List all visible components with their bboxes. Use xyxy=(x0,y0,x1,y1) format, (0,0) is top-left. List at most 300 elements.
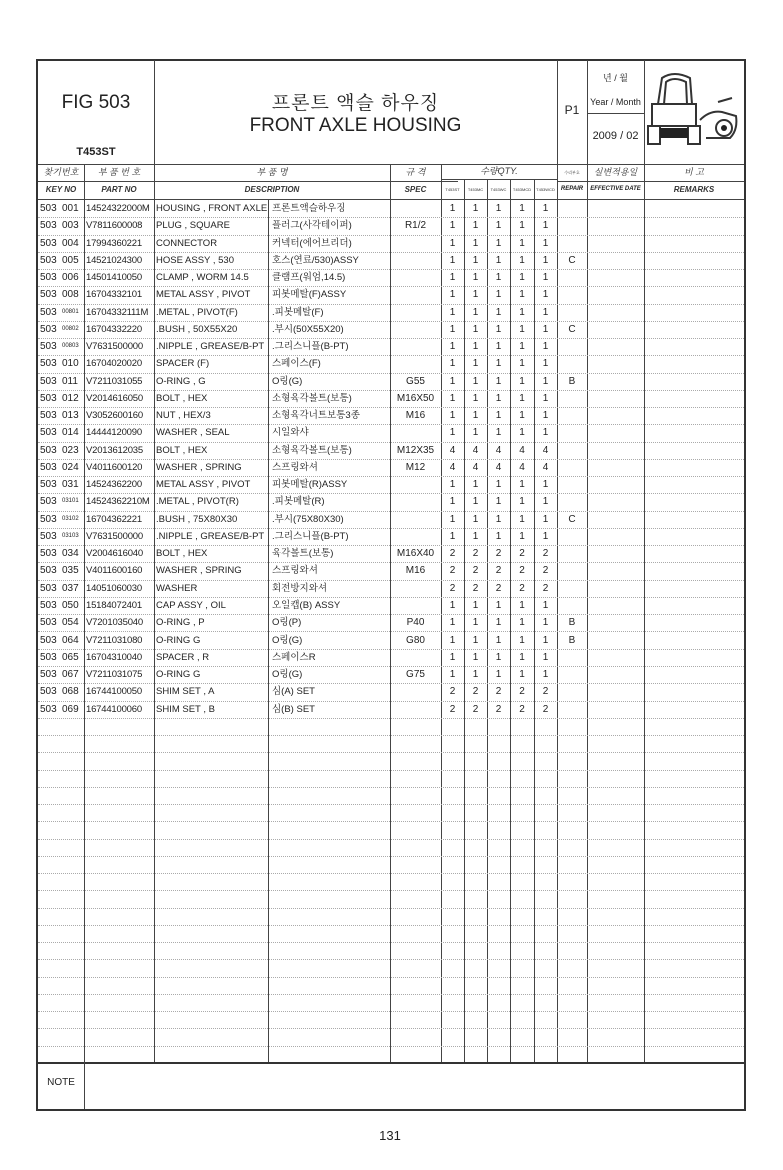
row-rule xyxy=(38,873,744,874)
part-no: 16704332111M xyxy=(86,306,149,318)
row-rule xyxy=(38,856,744,857)
part-no: 14444120090 xyxy=(86,427,142,439)
quantity: 1 xyxy=(519,341,525,353)
quantity: 1 xyxy=(495,358,502,370)
quantity: 4 xyxy=(542,444,549,456)
key-no-fig: 503 xyxy=(40,530,57,542)
table-row xyxy=(0,649,783,666)
quantity: 1 xyxy=(495,306,502,318)
description-korean: O링(G) xyxy=(272,375,303,387)
quantity: 1 xyxy=(495,220,502,232)
part-no: V7631500000 xyxy=(86,341,143,353)
description-korean: 호스(연료/530)ASSY xyxy=(272,254,359,266)
quantity: 1 xyxy=(449,651,456,663)
row-rule xyxy=(38,1028,744,1029)
description: O-RING , G xyxy=(156,375,206,387)
quantity: 2 xyxy=(472,686,479,698)
quantity: 1 xyxy=(495,410,502,422)
part-no: 16704362221 xyxy=(86,513,142,525)
key-no-fig: 503 xyxy=(40,582,57,594)
col-qty-ko: 수량QTY. xyxy=(480,166,518,176)
row-rule xyxy=(38,752,744,753)
row-rule xyxy=(38,787,744,788)
key-no-item: 00801 xyxy=(62,308,79,315)
description-korean: 소형육각볼트(보통) xyxy=(272,444,352,456)
quantity: 1 xyxy=(495,427,502,439)
repair-code: B xyxy=(568,634,576,646)
quantity: 1 xyxy=(519,479,525,491)
row-rule xyxy=(38,942,744,943)
row-rule xyxy=(38,994,744,995)
row-rule xyxy=(38,804,744,805)
quantity: 1 xyxy=(542,410,549,422)
row-rule xyxy=(38,925,744,926)
key-no-item: 008 xyxy=(62,289,79,301)
table-row xyxy=(0,217,783,234)
quantity: 1 xyxy=(495,289,502,301)
quantity: 1 xyxy=(542,669,549,681)
page-code: P1 xyxy=(564,103,580,117)
key-no-item: 003 xyxy=(62,220,79,232)
quantity: 1 xyxy=(542,220,549,232)
table-row xyxy=(0,373,783,390)
quantity: 1 xyxy=(449,375,456,387)
quantity: 1 xyxy=(519,375,525,387)
quantity: 1 xyxy=(472,306,479,318)
key-no-item: 014 xyxy=(62,427,79,439)
description: SPACER (F) xyxy=(156,358,210,370)
key-no-item: 005 xyxy=(62,254,79,266)
col-spec-header: SPEC xyxy=(404,185,427,194)
table-row xyxy=(0,511,783,528)
quantity: 1 xyxy=(519,220,525,232)
key-no-item: 031 xyxy=(62,479,79,491)
description: SHIM SET , B xyxy=(156,703,215,715)
description: .NIPPLE , GREASE/B-PT xyxy=(156,341,265,353)
col-remarks-ko: 비 고 xyxy=(684,167,704,177)
description-korean: 소형육각볼트(보통) xyxy=(272,392,352,404)
quantity: 4 xyxy=(519,461,525,473)
part-no: V7811600008 xyxy=(86,220,143,232)
row-rule xyxy=(38,977,744,978)
description-korean: O링(G) xyxy=(272,634,303,646)
quantity: 1 xyxy=(472,237,479,249)
part-no: 14524362210M xyxy=(86,496,150,508)
part-no: 16704332101 xyxy=(86,289,142,301)
col-qty-model-4: T453MCD xyxy=(512,187,532,192)
repair-code: B xyxy=(568,375,576,387)
quantity: 1 xyxy=(519,237,525,249)
col-qty-model-5: T453WCD xyxy=(536,187,555,192)
key-no-fig: 503 xyxy=(40,272,57,284)
quantity: 1 xyxy=(472,530,479,542)
key-no-item: 013 xyxy=(62,410,79,422)
description-korean: 피봇메탈(R)ASSY xyxy=(272,479,348,491)
part-no: V3052600160 xyxy=(86,410,143,422)
description: SPACER , R xyxy=(156,651,210,663)
quantity: 1 xyxy=(495,254,502,266)
quantity: 1 xyxy=(495,599,502,611)
quantity: 1 xyxy=(495,341,502,353)
quantity: 1 xyxy=(472,203,479,214)
quantity: 1 xyxy=(495,272,502,284)
col-key-ko: 찾기번호 xyxy=(43,167,79,177)
quantity: 2 xyxy=(519,582,525,594)
quantity: 1 xyxy=(519,651,525,663)
description: METAL ASSY , PIVOT xyxy=(156,289,251,301)
description: CONNECTOR xyxy=(156,237,218,249)
description-korean: 시일와샤 xyxy=(272,427,309,439)
description-korean: 스페이스(F) xyxy=(272,358,321,370)
quantity: 1 xyxy=(472,289,479,301)
note-label: NOTE xyxy=(47,1077,75,1088)
quantity: 4 xyxy=(495,444,502,456)
note-divider-v xyxy=(84,1062,85,1109)
description: CLAMP , WORM 14.5 xyxy=(156,272,249,284)
quantity: 1 xyxy=(449,289,456,301)
quantity: 1 xyxy=(495,496,502,508)
quantity: 1 xyxy=(449,392,456,404)
tractor-illustration xyxy=(646,64,742,160)
description-korean: .그리스니플(B-PT) xyxy=(272,530,349,542)
key-no-item: 004 xyxy=(62,237,79,249)
description-korean: .피봇메탈(R) xyxy=(272,496,325,508)
part-no: 14051060030 xyxy=(86,582,142,594)
quantity: 1 xyxy=(542,530,549,542)
key-no-fig: 503 xyxy=(40,669,57,681)
page-title: FRONT AXLE HOUSING xyxy=(249,115,462,136)
table-row xyxy=(0,476,783,493)
part-no: 15184072401 xyxy=(86,599,142,611)
key-no-item: 050 xyxy=(62,599,79,611)
quantity: 2 xyxy=(542,565,549,577)
key-no-item: 068 xyxy=(62,686,79,698)
year-month-label: Year / Month xyxy=(590,97,641,107)
quantity: 1 xyxy=(542,617,549,629)
quantity: 1 xyxy=(519,203,525,214)
repair-code: C xyxy=(568,323,576,335)
spec: M16 xyxy=(405,410,426,422)
description: O-RING G xyxy=(156,634,201,646)
description-korean: 회전방지와셔 xyxy=(272,582,328,594)
quantity: 1 xyxy=(449,220,456,232)
spec: M16X50 xyxy=(396,392,435,404)
quantity: 1 xyxy=(495,513,502,525)
quantity: 2 xyxy=(449,703,456,715)
key-no-fig: 503 xyxy=(40,289,57,301)
quantity: 1 xyxy=(495,203,502,214)
quantity: 1 xyxy=(472,479,479,491)
table-row xyxy=(0,321,783,338)
quantity: 1 xyxy=(449,306,456,318)
part-no: 14521024300 xyxy=(86,254,142,266)
quantity: 4 xyxy=(449,461,456,473)
description-korean: 심(B) SET xyxy=(272,703,315,715)
quantity: 1 xyxy=(495,392,502,404)
table-row xyxy=(0,304,783,321)
row-rule xyxy=(38,770,744,771)
quantity: 4 xyxy=(519,444,525,456)
description-korean: .부시(75X80X30) xyxy=(272,513,344,525)
model-code: T453ST xyxy=(76,146,116,158)
quantity: 1 xyxy=(495,651,502,663)
key-no-item: 006 xyxy=(62,272,79,284)
col-part-ko: 부 품 번 호 xyxy=(97,167,141,177)
quantity: 2 xyxy=(542,686,549,698)
table-row xyxy=(0,545,783,562)
table-row xyxy=(0,562,783,579)
table-row xyxy=(0,493,783,510)
quantity: 2 xyxy=(472,565,479,577)
page-title-korean: 프론트 액슬 하우징 xyxy=(271,93,440,114)
table-row xyxy=(0,580,783,597)
row-rule xyxy=(38,959,744,960)
quantity: 1 xyxy=(449,272,456,284)
quantity: 1 xyxy=(495,617,502,629)
quantity: 1 xyxy=(542,496,549,508)
description: SHIM SET , A xyxy=(156,686,215,698)
key-no-fig: 503 xyxy=(40,203,57,214)
row-rule xyxy=(38,1011,744,1012)
key-no-item: 069 xyxy=(62,703,79,715)
spec: M16X40 xyxy=(396,548,435,560)
quantity: 1 xyxy=(519,358,525,370)
row-rule xyxy=(38,821,744,822)
repair-code: B xyxy=(568,617,576,629)
description-korean: .부시(50X55X20) xyxy=(272,323,344,335)
quantity: 1 xyxy=(472,634,479,646)
description-korean: 오일캡(B) ASSY xyxy=(272,599,341,611)
part-no: V7211031075 xyxy=(86,669,143,681)
quantity: 2 xyxy=(449,548,456,560)
row-rule xyxy=(38,839,744,840)
quantity: 2 xyxy=(495,548,502,560)
quantity: 1 xyxy=(449,669,456,681)
quantity: 4 xyxy=(472,444,479,456)
description-korean: O링(P) xyxy=(272,617,302,629)
quantity: 1 xyxy=(542,254,549,266)
description: BOLT , HEX xyxy=(156,548,208,560)
col-spec-ko: 규 격 xyxy=(405,167,426,177)
key-no-item: 012 xyxy=(62,392,79,404)
quantity: 1 xyxy=(542,599,549,611)
quantity: 2 xyxy=(472,548,479,560)
quantity: 1 xyxy=(519,599,525,611)
quantity: 1 xyxy=(519,306,525,318)
quantity: 1 xyxy=(449,479,456,491)
quantity: 1 xyxy=(472,669,479,681)
quantity: 1 xyxy=(472,375,479,387)
quantity: 1 xyxy=(472,651,479,663)
description: HOSE ASSY , 530 xyxy=(156,254,234,266)
quantity: 1 xyxy=(519,530,525,542)
quantity: 4 xyxy=(449,444,456,456)
description: NUT , HEX/3 xyxy=(156,410,211,422)
description: .BUSH , 75X80X30 xyxy=(156,513,238,525)
key-no-item: 024 xyxy=(62,461,79,473)
quantity: 1 xyxy=(542,479,549,491)
quantity: 1 xyxy=(449,254,456,266)
quantity: 2 xyxy=(472,582,479,594)
quantity: 2 xyxy=(519,686,525,698)
key-no-item: 067 xyxy=(62,669,79,681)
description: CAP ASSY , OIL xyxy=(156,599,226,611)
part-no: V7201035040 xyxy=(86,617,143,629)
key-no-item: 03101 xyxy=(62,498,79,505)
description: O-RING , P xyxy=(156,617,205,629)
quantity: 1 xyxy=(542,203,549,214)
key-no-item: 037 xyxy=(62,582,79,594)
spec: G55 xyxy=(406,375,425,387)
row-rule xyxy=(38,890,744,891)
quantity: 1 xyxy=(495,323,502,335)
description-korean: 심(A) SET xyxy=(272,686,315,698)
quantity: 4 xyxy=(542,461,549,473)
part-no: 14524322000M xyxy=(86,203,150,214)
quantity: 1 xyxy=(472,496,479,508)
spec: P40 xyxy=(406,617,425,629)
quantity: 1 xyxy=(519,272,525,284)
key-no-fig: 503 xyxy=(40,651,57,663)
quantity: 1 xyxy=(472,341,479,353)
quantity: 1 xyxy=(472,254,479,266)
quantity: 1 xyxy=(542,513,549,525)
quantity: 1 xyxy=(449,513,456,525)
key-no-fig: 503 xyxy=(40,548,57,560)
quantity: 2 xyxy=(495,565,502,577)
key-no-fig: 503 xyxy=(40,686,57,698)
key-no-item: 00802 xyxy=(62,325,79,332)
quantity: 1 xyxy=(542,323,549,335)
key-no-item: 023 xyxy=(62,444,79,456)
quantity: 2 xyxy=(542,582,549,594)
quantity: 2 xyxy=(495,686,502,698)
quantity: 1 xyxy=(542,634,549,646)
key-no-item: 010 xyxy=(62,358,79,370)
quantity: 1 xyxy=(472,272,479,284)
quantity: 1 xyxy=(472,410,479,422)
quantity: 1 xyxy=(542,289,549,301)
key-no-item: 03103 xyxy=(62,532,79,539)
description-korean: 클램프(워엄,14.5) xyxy=(272,272,346,284)
repair-code: C xyxy=(568,254,576,266)
quantity: 1 xyxy=(495,669,502,681)
description-korean: 플러그(사각테이퍼) xyxy=(272,220,352,232)
quantity: 1 xyxy=(472,220,479,232)
col-effective-header: EFFECTIVE DATE xyxy=(590,186,641,192)
quantity: 1 xyxy=(472,323,479,335)
description: .BUSH , 50X55X20 xyxy=(156,323,238,335)
table-row xyxy=(0,200,783,217)
key-no-fig: 503 xyxy=(40,617,57,629)
table-row xyxy=(0,442,783,459)
col-key-header: KEY NO xyxy=(45,185,77,194)
description-korean: 피봇메탈(F)ASSY xyxy=(272,289,347,301)
part-no: V7211031080 xyxy=(86,634,143,646)
description-korean: 커넥터(에어브리더) xyxy=(272,237,352,249)
quantity: 2 xyxy=(542,548,549,560)
table-row xyxy=(0,390,783,407)
quantity: 1 xyxy=(519,289,525,301)
part-no: V2013612035 xyxy=(86,444,143,456)
part-no: 16704310040 xyxy=(86,651,142,663)
part-no: 14501410050 xyxy=(86,272,142,284)
part-no: V4011600160 xyxy=(86,565,143,577)
key-no-item: 00803 xyxy=(62,343,79,350)
key-no-item: 011 xyxy=(62,375,78,387)
part-no: 16704020020 xyxy=(86,358,142,370)
spec: M16 xyxy=(405,565,426,577)
quantity: 4 xyxy=(472,461,479,473)
table-row xyxy=(0,701,783,718)
quantity: 1 xyxy=(542,272,549,284)
quantity: 1 xyxy=(472,513,479,525)
table-row xyxy=(0,355,783,372)
row-rule xyxy=(38,1046,744,1047)
description: O-RING G xyxy=(156,669,201,681)
table-row xyxy=(0,528,783,545)
quantity: 1 xyxy=(542,392,549,404)
part-no: 17994360221 xyxy=(86,237,142,249)
quantity: 2 xyxy=(472,703,479,715)
description: WASHER , SPRING xyxy=(156,461,242,473)
quantity: 1 xyxy=(472,427,479,439)
description: PLUG , SQUARE xyxy=(156,220,230,232)
key-no-fig: 503 xyxy=(40,392,57,404)
spec: M12X35 xyxy=(396,444,435,456)
description-korean: 소형육각너트보통3종 xyxy=(272,410,360,422)
description: HOUSING , FRONT AXLE xyxy=(156,203,268,214)
quantity: 1 xyxy=(519,669,525,681)
part-no: 16744100060 xyxy=(86,703,142,715)
quantity: 1 xyxy=(472,358,479,370)
table-row xyxy=(0,338,783,355)
quantity: 2 xyxy=(495,582,502,594)
quantity: 1 xyxy=(449,358,456,370)
description: .NIPPLE , GREASE/B-PT xyxy=(156,530,265,542)
col-part-header: PART NO xyxy=(101,185,137,194)
quantity: 2 xyxy=(519,565,525,577)
quantity: 1 xyxy=(542,237,549,249)
description: WASHER , SPRING xyxy=(156,565,242,577)
quantity: 1 xyxy=(542,306,549,318)
quantity: 1 xyxy=(449,203,456,214)
quantity: 1 xyxy=(472,392,479,404)
key-no-fig: 503 xyxy=(40,634,57,646)
quantity: 1 xyxy=(472,617,479,629)
spec: R1/2 xyxy=(404,220,427,232)
key-no-fig: 503 xyxy=(40,254,57,266)
quantity: 1 xyxy=(449,427,456,439)
table-row xyxy=(0,666,783,683)
key-no-fig: 503 xyxy=(40,565,57,577)
repair-code: C xyxy=(568,513,576,525)
quantity: 1 xyxy=(542,375,549,387)
description: METAL ASSY , PIVOT xyxy=(156,479,251,491)
quantity: 4 xyxy=(495,461,502,473)
quantity: 2 xyxy=(519,548,525,560)
part-no: V7211031055 xyxy=(86,375,143,387)
quantity: 1 xyxy=(449,410,456,422)
key-no-fig: 503 xyxy=(40,375,57,387)
description-korean: O링(G) xyxy=(272,669,303,681)
table-row xyxy=(0,252,783,269)
key-no-item: 064 xyxy=(62,634,79,646)
key-no-fig: 503 xyxy=(40,323,57,335)
spec: G80 xyxy=(406,634,425,646)
table-row xyxy=(0,597,783,614)
key-no-fig: 503 xyxy=(40,341,57,353)
